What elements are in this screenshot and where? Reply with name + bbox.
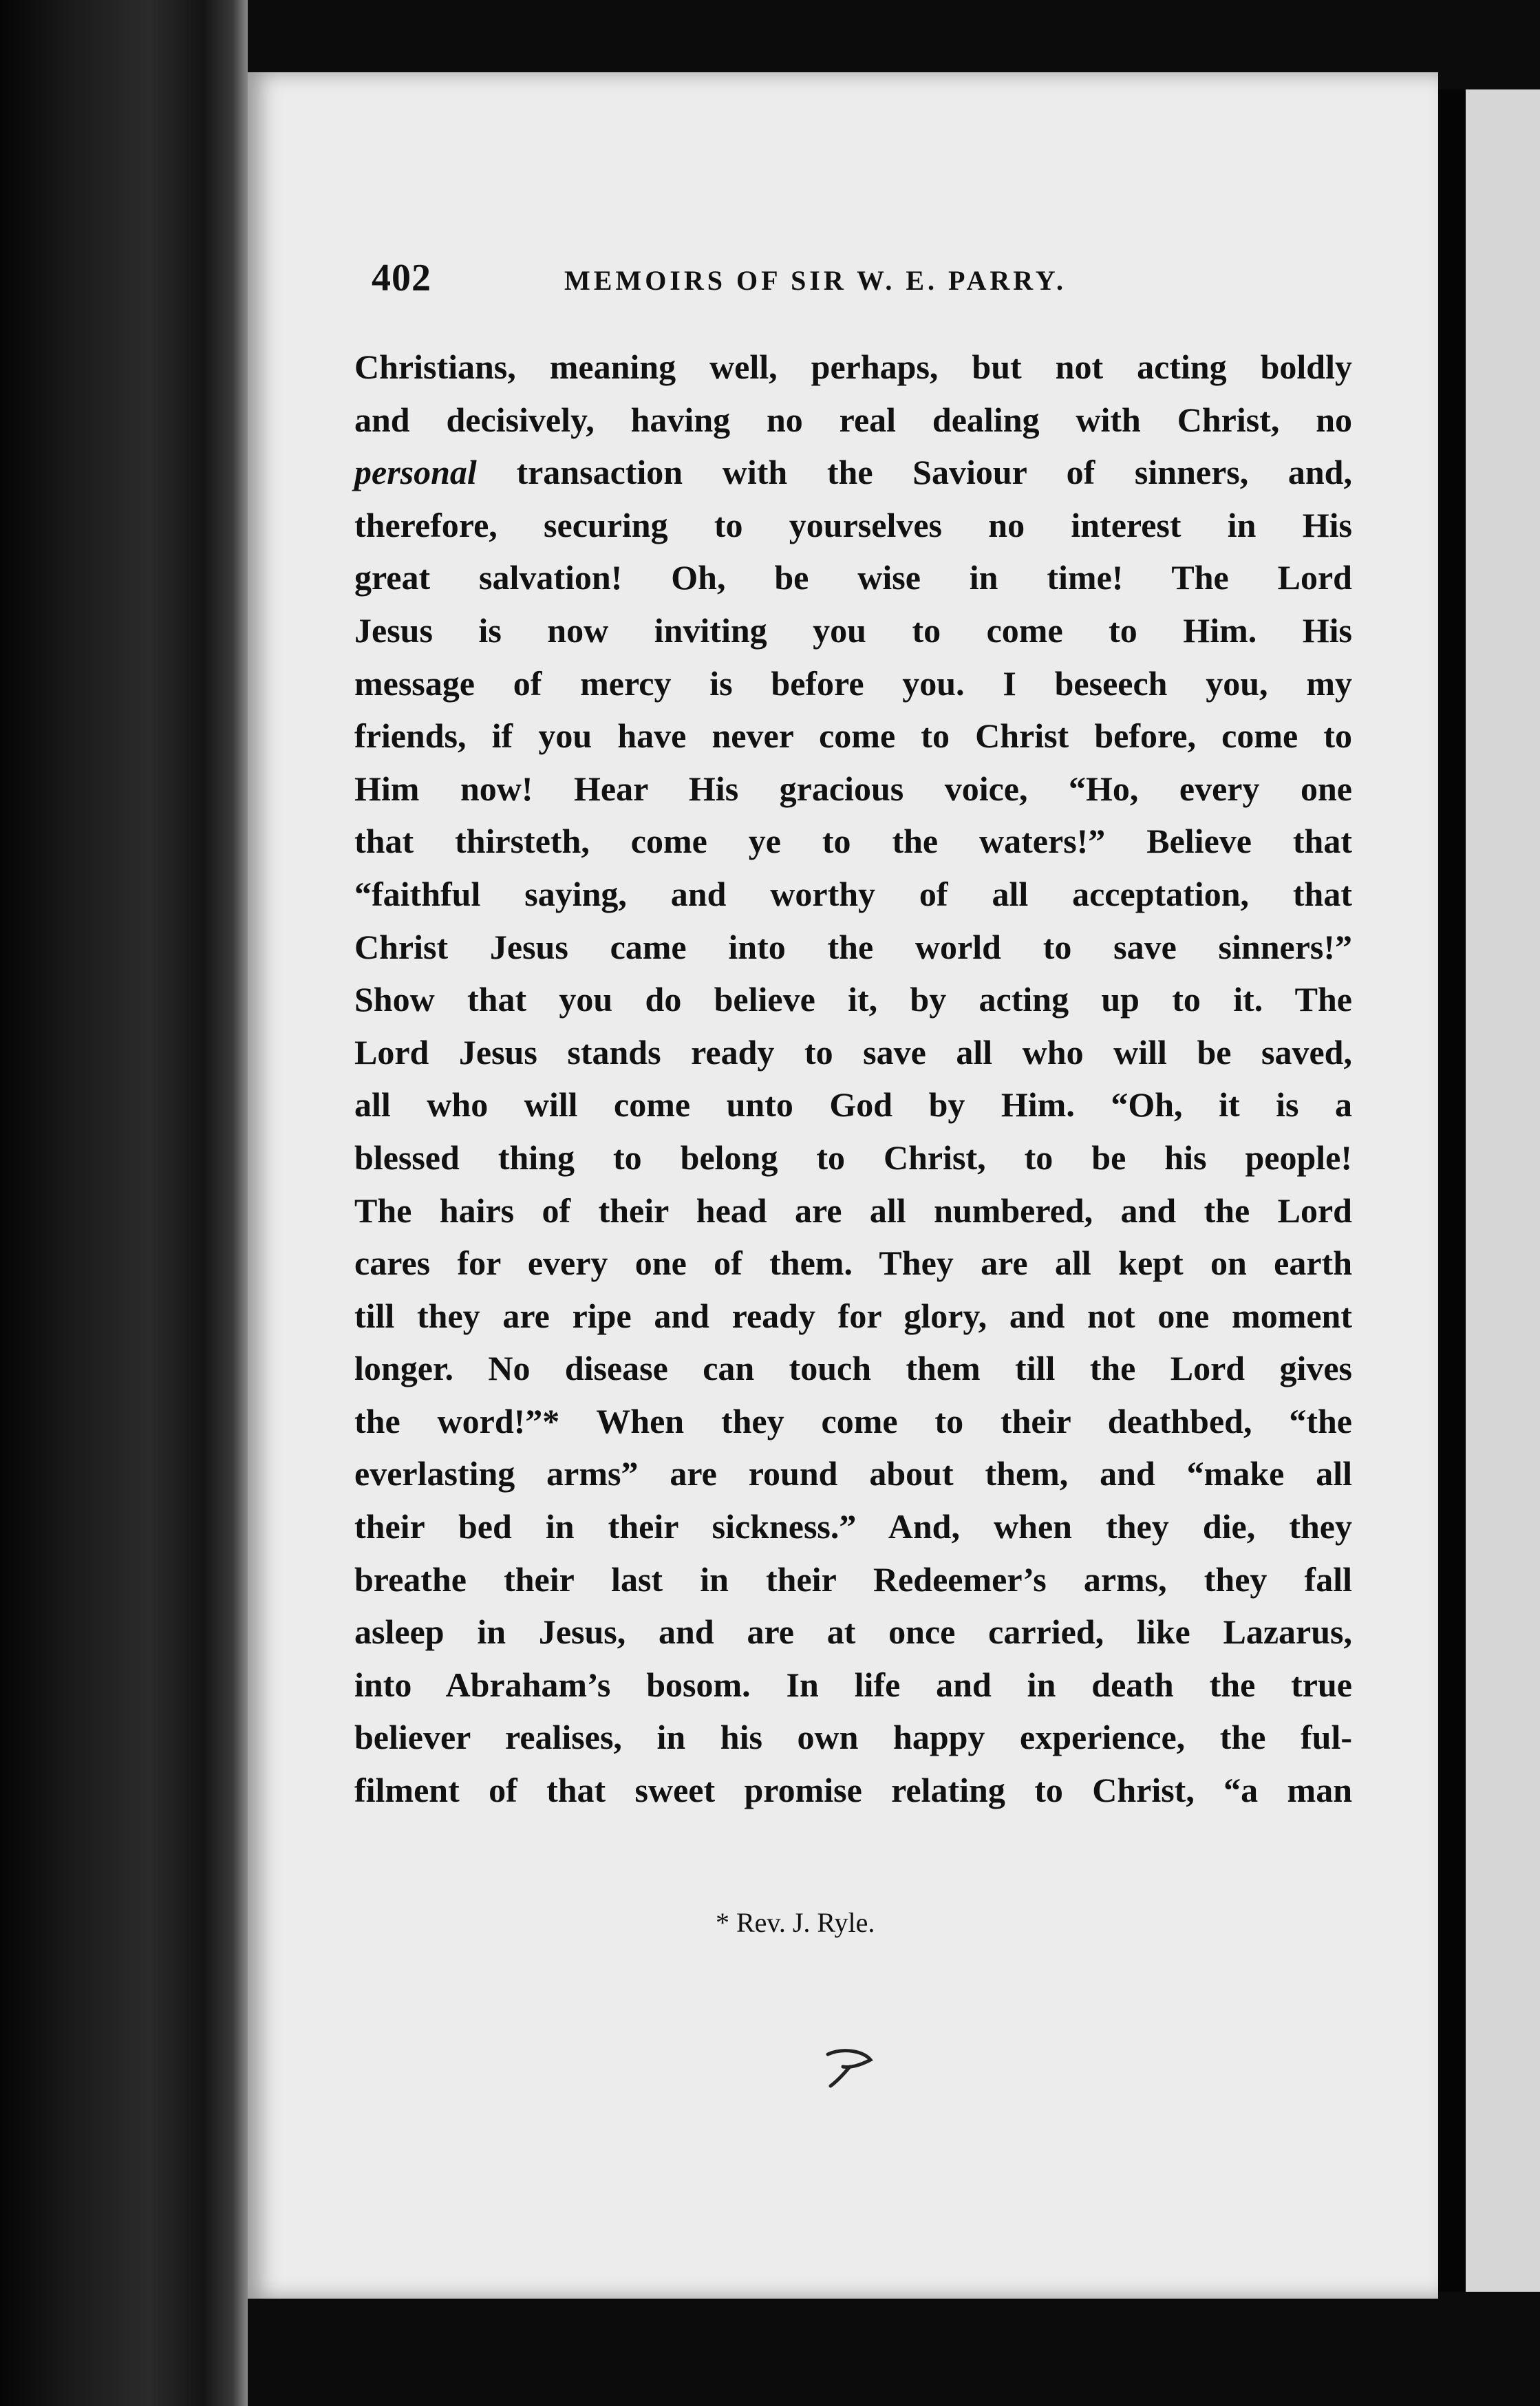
page-header bbox=[372, 256, 1159, 304]
text-line: Jesus is now inviting you to come to Him. His bbox=[354, 610, 1352, 650]
text-line: their bed in their sickness.” And, when they die, they bbox=[354, 1507, 1352, 1546]
text-line: great salvation! Oh, be wise in time! The Lord bbox=[354, 558, 1352, 597]
text-line: filment of that sweet promise relating to Christ, “a man bbox=[354, 1771, 1352, 1810]
text-line: friends, if you have never come to Christ before, come to bbox=[354, 716, 1352, 756]
book-binding-shadow bbox=[0, 0, 248, 2406]
text-line: The hairs of their head are all numbered, and the Lord bbox=[354, 1191, 1352, 1230]
text-line: believer realises, in his own happy experience, the ful- bbox=[354, 1718, 1352, 1757]
text-line: personal transaction with the Saviour of sinners, and, bbox=[354, 453, 1352, 492]
text-line: Christians, meaning well, perhaps, but not acting boldly bbox=[354, 348, 1352, 386]
page-gutter bbox=[1438, 89, 1466, 2292]
italic-emphasis: personal bbox=[354, 453, 477, 492]
footnote: * Rev. J. Ryle. bbox=[716, 1907, 875, 1938]
text-line: into Abraham’s bosom. In life and in death the true bbox=[354, 1665, 1352, 1704]
text-line: breathe their last in their Redeemer’s arms, they fall bbox=[354, 1559, 1352, 1599]
text-line: longer. No disease can touch them till the Lord gives bbox=[354, 1349, 1352, 1388]
text-line: therefore, securing to yourselves no interest in His bbox=[354, 505, 1352, 544]
body-text bbox=[354, 341, 1352, 1817]
text-line: asleep in Jesus, and are at once carried, like Lazarus, bbox=[354, 1612, 1352, 1652]
handwritten-mark bbox=[822, 2047, 884, 2089]
text-line: Show that you do believe it, by acting up to it. The bbox=[354, 980, 1352, 1019]
text-line: Christ Jesus came into the world to save sinners!” bbox=[354, 927, 1352, 966]
text-line: that thirsteth, come ye to the waters!” Believe that bbox=[354, 822, 1352, 861]
text-line: all who will come unto God by Him. “Oh, it is a bbox=[354, 1085, 1352, 1125]
text-line: and decisively, having no real dealing with Christ, no bbox=[354, 400, 1352, 439]
text-line: everlasting arms” are round about them, and “make all bbox=[354, 1454, 1352, 1493]
text-line: “faithful saying, and worthy of all acceptation, that bbox=[354, 874, 1352, 913]
text-line: the word!”* When they come to their deathbed, “the bbox=[354, 1401, 1352, 1440]
adjacent-page-edge bbox=[1466, 89, 1540, 2292]
text-line: till they are ripe and ready for glory, and not one moment bbox=[354, 1296, 1352, 1335]
text-line: message of mercy is before you. I beseech you, my bbox=[354, 663, 1352, 703]
running-title: MEMOIRS OF SIR W. E. PARRY. bbox=[564, 265, 1067, 296]
text-line: cares for every one of them. They are all kept on earth bbox=[354, 1244, 1352, 1283]
text-line: Lord Jesus stands ready to save all who will be saved, bbox=[354, 1032, 1352, 1072]
text-line: Him now! Hear His gracious voice, “Ho, every one bbox=[354, 769, 1352, 808]
text-line: blessed thing to belong to Christ, to be his people! bbox=[354, 1138, 1352, 1177]
page-number: 402 bbox=[372, 257, 431, 299]
